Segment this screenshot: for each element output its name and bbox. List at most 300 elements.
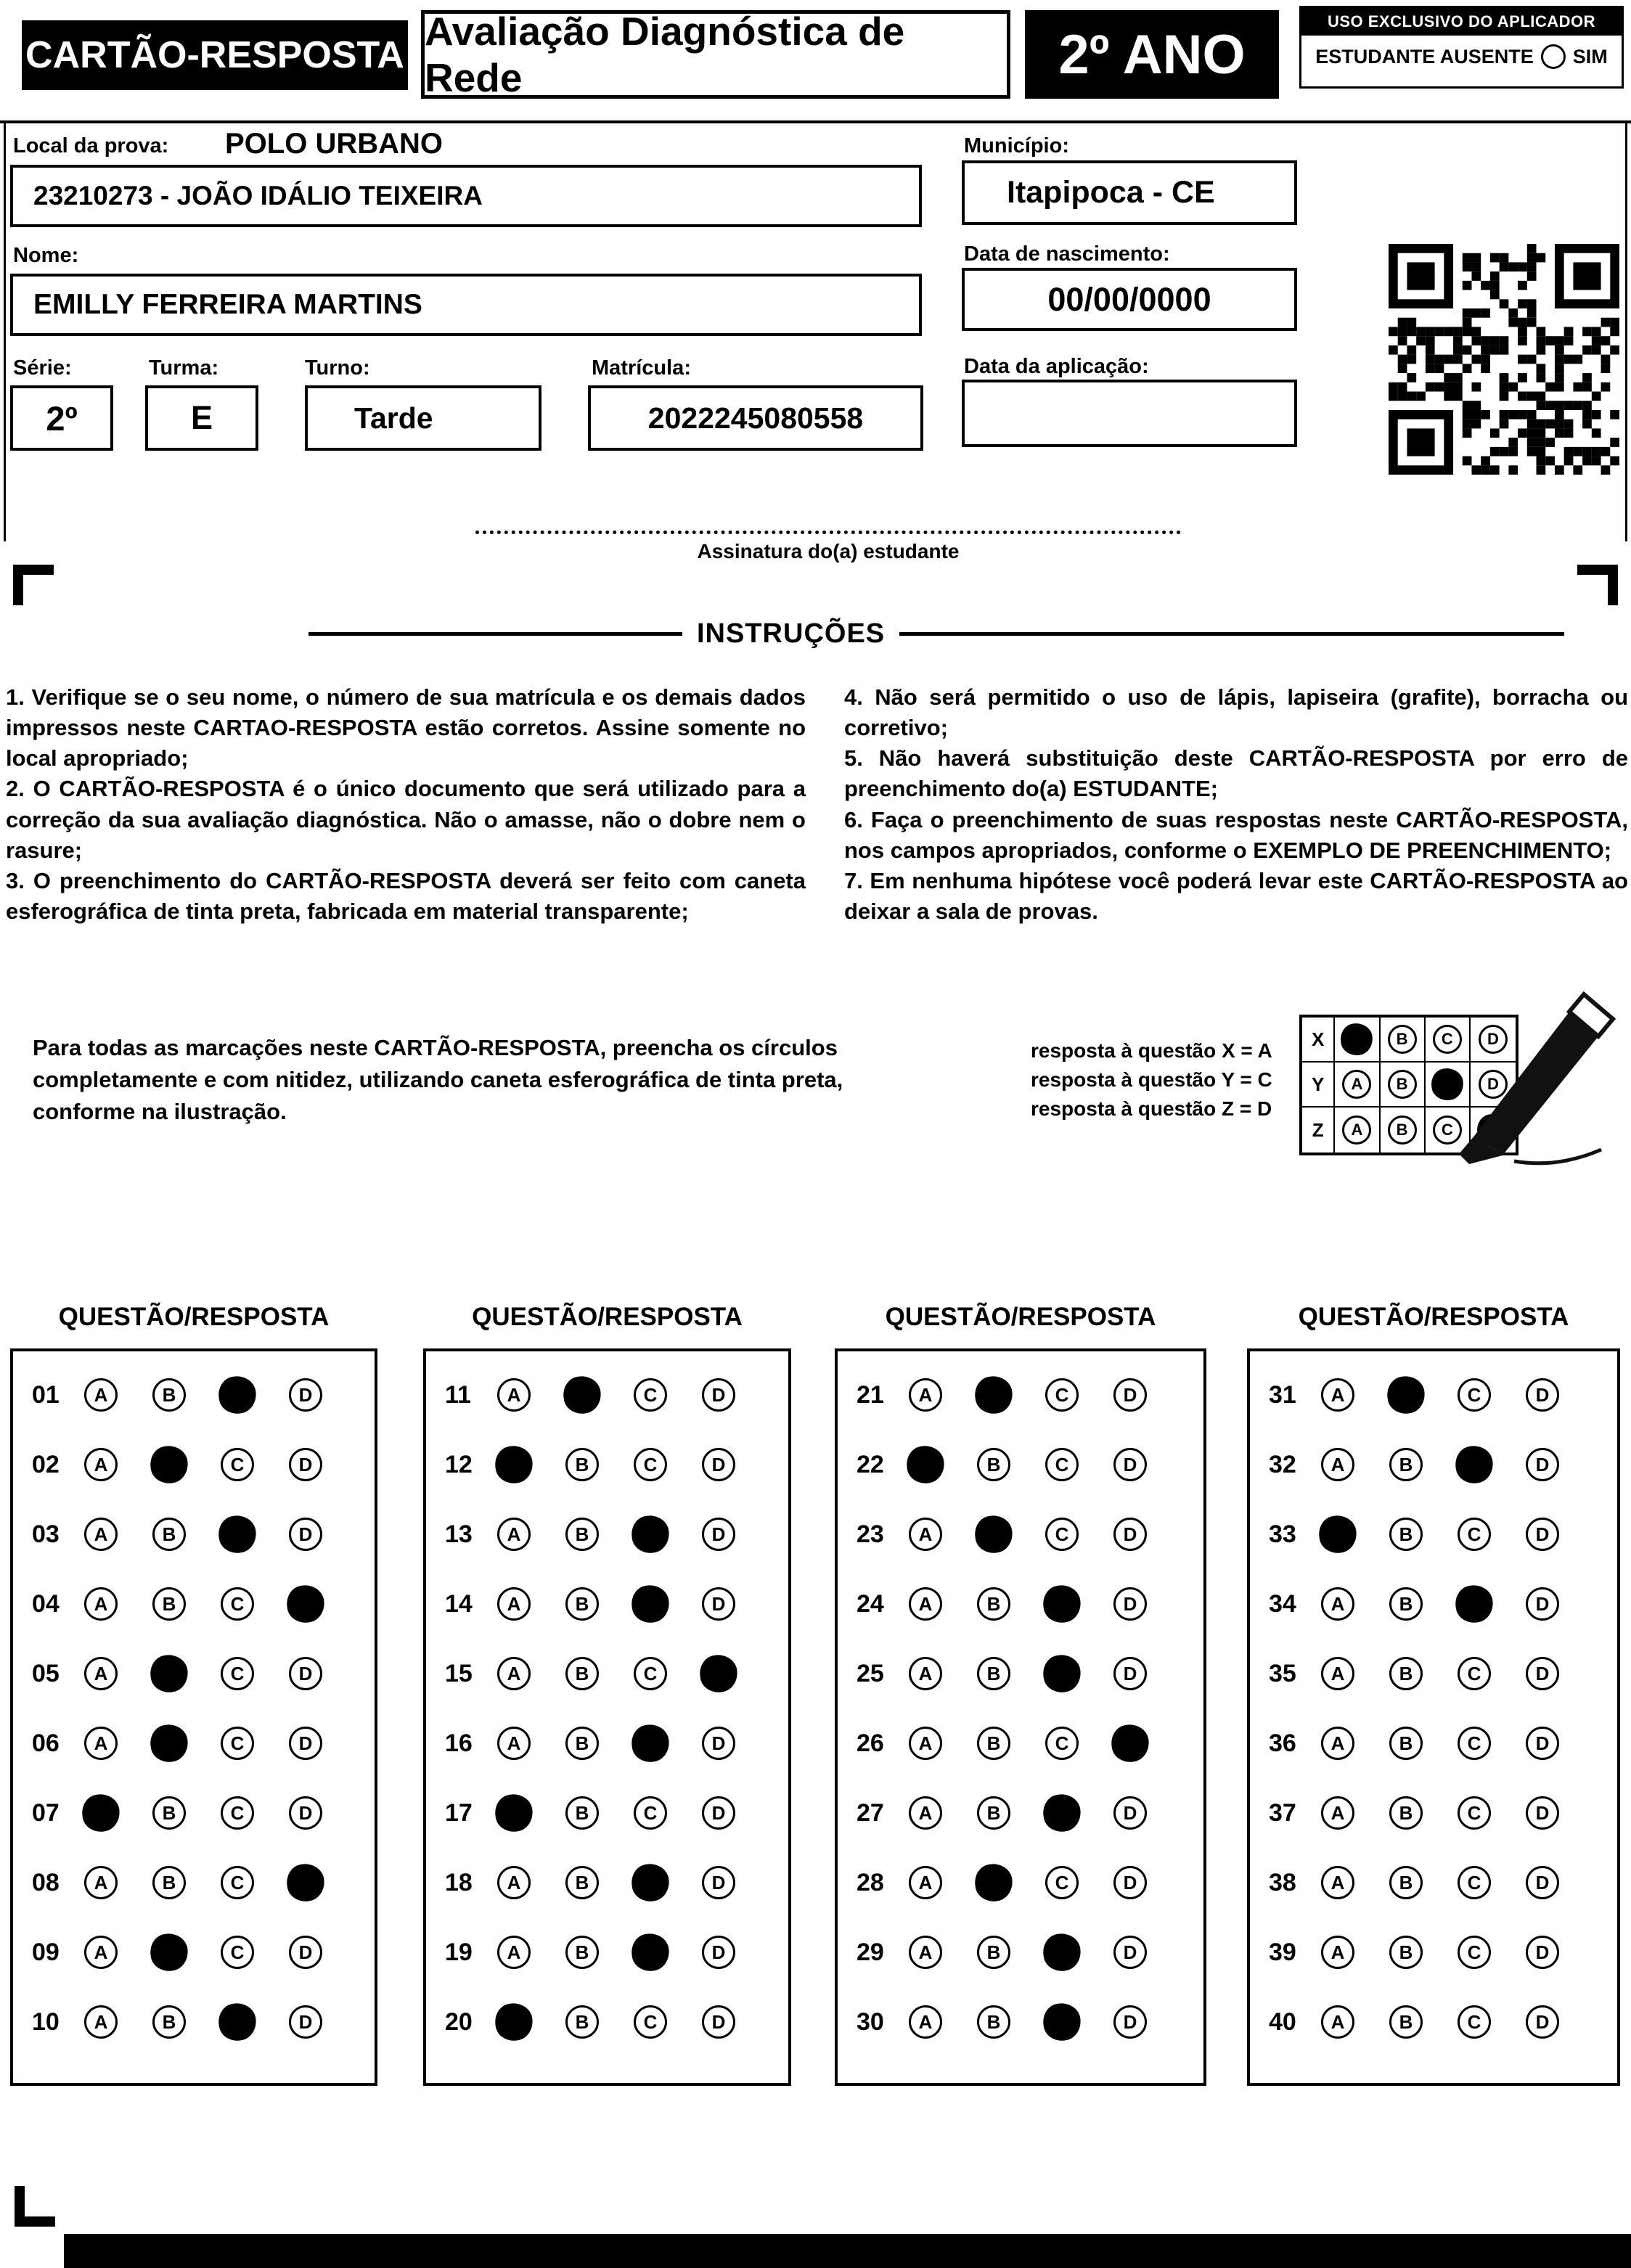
answer-bubble-30-D[interactable]: D: [1113, 2005, 1147, 2039]
local-label: Local da prova:: [13, 134, 169, 157]
answer-bubble-07-D[interactable]: D: [289, 1796, 322, 1830]
question-number: 22: [857, 1450, 884, 1478]
question-number: 16: [445, 1729, 473, 1757]
answer-box: [835, 1348, 1206, 2086]
registration-mark-bottom-left: [15, 2186, 55, 2227]
answer-bubble-22-A[interactable]: [904, 1444, 947, 1486]
question-number: 08: [32, 1868, 60, 1896]
answer-bubble-26-B[interactable]: B: [977, 1727, 1010, 1760]
question-number: 24: [857, 1589, 884, 1618]
signature-label: Assinatura do(a) estudante: [697, 540, 960, 562]
question-row: [838, 1499, 1203, 1569]
question-number: 21: [857, 1380, 884, 1409]
question-number: 05: [32, 1659, 60, 1687]
question-number: 01: [32, 1380, 60, 1409]
question-number: 37: [1269, 1798, 1296, 1827]
example-bubble-Z-B: B: [1388, 1115, 1417, 1145]
answer-bubble-34-C[interactable]: [1453, 1583, 1495, 1625]
answer-bubble-32-C[interactable]: [1453, 1444, 1495, 1486]
instruction-item: 1. Verifique se o seu nome, o número de sua matrícula e os demais dados impressos neste CARTAO-RESPOSTA estão corretos. Assine somente no local apropriado;: [6, 684, 806, 771]
answer-bubble-37-A[interactable]: A: [1321, 1796, 1354, 1830]
question-row: [426, 1569, 788, 1639]
answer-bubble-17-B[interactable]: B: [565, 1796, 599, 1830]
answer-bubble-30-C[interactable]: [1041, 2001, 1083, 2043]
answer-bubble-25-C[interactable]: [1041, 1653, 1083, 1695]
answer-bubble-35-D[interactable]: D: [1526, 1657, 1559, 1690]
answer-bubble-01-A[interactable]: A: [84, 1378, 118, 1412]
answer-bubble-04-D[interactable]: [285, 1583, 327, 1625]
nascimento-label: Data de nascimento:: [964, 242, 1170, 266]
answer-bubble-20-C[interactable]: C: [634, 2005, 667, 2039]
answer-bubble-24-A[interactable]: A: [909, 1587, 942, 1621]
answer-bubble-39-A[interactable]: A: [1321, 1936, 1354, 1969]
question-number: 26: [857, 1729, 884, 1757]
question-number: 28: [857, 1868, 884, 1896]
answer-bubble-17-A[interactable]: [493, 1792, 535, 1834]
question-row: [838, 1639, 1203, 1708]
right-edge-line: [1625, 120, 1627, 541]
answer-bubble-15-B[interactable]: B: [565, 1657, 599, 1690]
answer-bubble-19-C[interactable]: [629, 1931, 671, 1973]
answer-bubble-10-B[interactable]: B: [152, 2005, 186, 2039]
answer-bubble-33-C[interactable]: C: [1458, 1518, 1491, 1551]
answer-bubble-18-C[interactable]: [629, 1862, 671, 1904]
header-divider: [0, 120, 1631, 123]
answer-bubble-10-C[interactable]: [216, 2001, 258, 2043]
question-row: [13, 1708, 375, 1778]
answer-bubble-20-D[interactable]: D: [702, 2005, 735, 2039]
answer-header-1: QUESTÃO/RESPOSTA: [58, 1303, 330, 1331]
example-bubble-X-C: C: [1433, 1025, 1462, 1054]
exam-title: Avaliação Diagnóstica de Rede: [421, 10, 1010, 99]
answer-bubble-33-D[interactable]: D: [1526, 1518, 1559, 1551]
question-number: 25: [857, 1659, 884, 1687]
question-row: [1250, 1499, 1617, 1569]
question-row: [426, 1987, 788, 2057]
answer-bubble-11-C[interactable]: C: [634, 1378, 667, 1412]
question-row: [1250, 1430, 1617, 1499]
answer-bubble-20-B[interactable]: B: [565, 2005, 599, 2039]
applicator-box: [1299, 6, 1624, 89]
question-row: [426, 1430, 788, 1499]
answer-bubble-04-C[interactable]: C: [221, 1587, 254, 1621]
question-row: [838, 1708, 1203, 1778]
instructions-left: [6, 682, 806, 927]
question-row: [426, 1708, 788, 1778]
answer-bubble-23-A[interactable]: A: [909, 1518, 942, 1551]
question-number: 39: [1269, 1938, 1296, 1966]
question-row: [1250, 1708, 1617, 1778]
question-row: [838, 1569, 1203, 1639]
answer-bubble-32-B[interactable]: B: [1389, 1448, 1423, 1481]
answer-bubble-15-C[interactable]: C: [634, 1657, 667, 1690]
answer-bubble-27-C[interactable]: [1041, 1792, 1083, 1834]
example-grid-cell: [1335, 1063, 1380, 1106]
answer-bubble-01-C[interactable]: [216, 1374, 258, 1416]
answer-bubble-19-A[interactable]: A: [497, 1936, 531, 1969]
question-number: 18: [445, 1868, 473, 1896]
example-bubble-X-B: B: [1388, 1025, 1417, 1054]
answer-bubble-17-C[interactable]: C: [634, 1796, 667, 1830]
qr-code: [1385, 244, 1623, 475]
question-number: 33: [1269, 1520, 1296, 1548]
question-row: [13, 1569, 375, 1639]
answer-bubble-34-D[interactable]: D: [1526, 1587, 1559, 1621]
answer-bubble-27-B[interactable]: B: [977, 1796, 1010, 1830]
answer-bubble-39-D[interactable]: D: [1526, 1936, 1559, 1969]
answer-box: [10, 1348, 377, 2086]
question-row: [426, 1639, 788, 1708]
answer-bubble-03-D[interactable]: D: [289, 1518, 322, 1551]
question-number: 27: [857, 1798, 884, 1827]
question-row: [1250, 1848, 1617, 1917]
answer-bubble-35-C[interactable]: C: [1458, 1657, 1491, 1690]
answer-header-3: QUESTÃO/RESPOSTA: [885, 1303, 1156, 1331]
instruction-item: 6. Faça o preenchimento de suas respostas neste CARTÃO-RESPOSTA, nos campos apropriados, conforme o EXEMPLO DE PREENCHIMENTO;: [844, 806, 1628, 863]
answer-bubble-24-C[interactable]: [1041, 1583, 1083, 1625]
answer-bubble-34-A[interactable]: A: [1321, 1587, 1354, 1621]
question-row: [426, 1848, 788, 1917]
nome-field: EMILLY FERREIRA MARTINS: [10, 274, 922, 336]
answer-bubble-15-A[interactable]: A: [497, 1657, 531, 1690]
question-number: 03: [32, 1520, 60, 1548]
registration-mark-top-right: [1577, 565, 1618, 605]
answer-bubble-18-A[interactable]: A: [497, 1866, 531, 1899]
question-number: 09: [32, 1938, 60, 1966]
instructions-rule-right: [899, 632, 1564, 636]
answer-bubble-37-D[interactable]: D: [1526, 1796, 1559, 1830]
answer-bubble-30-B[interactable]: B: [977, 2005, 1010, 2039]
question-number: 23: [857, 1520, 884, 1548]
answer-bubble-14-B[interactable]: B: [565, 1587, 599, 1621]
nome-label: Nome:: [13, 244, 79, 267]
answer-bubble-12-C[interactable]: C: [634, 1448, 667, 1481]
question-row: [1250, 1360, 1617, 1430]
answer-bubble-22-B[interactable]: B: [977, 1448, 1010, 1481]
answer-bubble-35-B[interactable]: B: [1389, 1657, 1423, 1690]
answer-bubble-32-A[interactable]: A: [1321, 1448, 1354, 1481]
answer-bubble-18-B[interactable]: B: [565, 1866, 599, 1899]
absent-mark-circle[interactable]: [1541, 44, 1566, 69]
answer-bubble-36-B[interactable]: B: [1389, 1727, 1423, 1760]
aplicacao-label: Data da aplicação:: [964, 355, 1149, 378]
answer-bubble-13-C[interactable]: [629, 1513, 671, 1555]
question-row: [426, 1360, 788, 1430]
example-row-label: Y: [1302, 1063, 1335, 1106]
bottom-bar: [64, 2234, 1631, 2268]
answer-bubble-21-C[interactable]: C: [1045, 1378, 1079, 1412]
answer-bubble-11-B[interactable]: [561, 1374, 603, 1416]
answer-bubble-07-A[interactable]: [80, 1792, 122, 1834]
answer-bubble-22-D[interactable]: D: [1113, 1448, 1147, 1481]
answer-bubble-36-A[interactable]: A: [1321, 1727, 1354, 1760]
answer-bubble-02-B[interactable]: [148, 1444, 190, 1486]
answer-bubble-22-C[interactable]: C: [1045, 1448, 1079, 1481]
applicator-box-title: USO EXCLUSIVO DO APLICADOR: [1301, 8, 1622, 36]
answer-bubble-18-D[interactable]: D: [702, 1866, 735, 1899]
answer-bubble-12-D[interactable]: D: [702, 1448, 735, 1481]
question-number: 15: [445, 1659, 473, 1687]
card-title: CARTÃO-RESPOSTA: [22, 20, 408, 90]
example-bubble-Y-B: B: [1388, 1070, 1417, 1099]
question-number: 07: [32, 1798, 60, 1827]
answer-bubble-26-A[interactable]: A: [909, 1727, 942, 1760]
question-number: 35: [1269, 1659, 1296, 1687]
answer-bubble-33-A[interactable]: [1317, 1513, 1359, 1555]
answer-bubble-39-C[interactable]: C: [1458, 1936, 1491, 1969]
answer-box: [1247, 1348, 1620, 2086]
answer-bubble-29-A[interactable]: A: [909, 1936, 942, 1969]
question-number: 14: [445, 1589, 473, 1618]
answer-bubble-04-B[interactable]: B: [152, 1587, 186, 1621]
answer-bubble-05-C[interactable]: C: [221, 1657, 254, 1690]
answer-bubble-28-D[interactable]: D: [1113, 1866, 1147, 1899]
answer-bubble-05-A[interactable]: A: [84, 1657, 118, 1690]
example-row-label: X: [1302, 1018, 1335, 1061]
question-number: 11: [445, 1380, 471, 1409]
signature-line[interactable]: [475, 531, 1181, 534]
question-number: 13: [445, 1520, 473, 1548]
instructions-rule-left: [308, 632, 682, 636]
answer-bubble-19-D[interactable]: D: [702, 1936, 735, 1969]
answer-bubble-40-D[interactable]: D: [1526, 2005, 1559, 2039]
question-row: [1250, 1987, 1617, 2057]
answer-bubble-13-A[interactable]: A: [497, 1518, 531, 1551]
answer-bubble-07-B[interactable]: B: [152, 1796, 186, 1830]
answer-bubble-08-A[interactable]: A: [84, 1866, 118, 1899]
answer-bubble-02-A[interactable]: A: [84, 1448, 118, 1481]
turma-field: E: [145, 385, 258, 451]
example-bubble-Z-C: C: [1433, 1115, 1462, 1145]
answer-bubble-25-D[interactable]: D: [1113, 1657, 1147, 1690]
question-row: [838, 1430, 1203, 1499]
answer-bubble-03-C[interactable]: [216, 1513, 258, 1555]
question-row: [838, 1848, 1203, 1917]
answer-bubble-23-C[interactable]: C: [1045, 1518, 1079, 1551]
answer-bubble-37-C[interactable]: C: [1458, 1796, 1491, 1830]
example-grid-cell: [1335, 1018, 1380, 1061]
question-row: [838, 1917, 1203, 1987]
example-note-line: resposta à questão Z = D: [1031, 1097, 1272, 1120]
answer-bubble-14-D[interactable]: D: [702, 1587, 735, 1621]
question-number: 17: [445, 1798, 473, 1827]
question-number: 02: [32, 1450, 60, 1478]
answer-bubble-25-B[interactable]: B: [977, 1657, 1010, 1690]
answer-bubble-40-B[interactable]: B: [1389, 2005, 1423, 2039]
answer-bubble-27-A[interactable]: A: [909, 1796, 942, 1830]
answer-bubble-24-B[interactable]: B: [977, 1587, 1010, 1621]
answer-bubble-34-B[interactable]: B: [1389, 1587, 1423, 1621]
answer-bubble-38-C[interactable]: C: [1458, 1866, 1491, 1899]
answer-bubble-12-B[interactable]: B: [565, 1448, 599, 1481]
example-note-line: resposta à questão Y = C: [1031, 1068, 1272, 1091]
municipio-label: Município:: [964, 134, 1069, 157]
answer-bubble-23-B[interactable]: [973, 1513, 1015, 1555]
answer-bubble-21-B[interactable]: [973, 1374, 1015, 1416]
instruction-item: 7. Em nenhuma hipótese você poderá levar este CARTÃO-RESPOSTA ao deixar a sala de provas.: [844, 867, 1628, 925]
question-number: 36: [1269, 1729, 1296, 1757]
example-grid-cell: [1335, 1108, 1380, 1153]
instructions-title: INSTRUÇÕES: [697, 618, 886, 649]
example-row-label: Z: [1302, 1108, 1335, 1153]
answer-bubble-20-A[interactable]: [493, 2001, 535, 2043]
answer-bubble-16-D[interactable]: D: [702, 1727, 735, 1760]
answer-bubble-31-D[interactable]: D: [1526, 1378, 1559, 1412]
question-number: 19: [445, 1938, 473, 1966]
pen-illustration: [1444, 981, 1626, 1166]
answer-bubble-32-D[interactable]: D: [1526, 1448, 1559, 1481]
answer-bubble-31-A[interactable]: A: [1321, 1378, 1354, 1412]
answer-bubble-14-C[interactable]: [629, 1583, 671, 1625]
answer-bubble-14-A[interactable]: A: [497, 1587, 531, 1621]
answer-bubble-33-B[interactable]: B: [1389, 1518, 1423, 1551]
answer-bubble-03-B[interactable]: B: [152, 1518, 186, 1551]
answer-bubble-29-C[interactable]: [1041, 1931, 1083, 1973]
answer-bubble-28-C[interactable]: C: [1045, 1866, 1079, 1899]
registration-mark-top-left: [13, 565, 54, 605]
answer-bubble-08-C[interactable]: C: [221, 1866, 254, 1899]
answer-bubble-28-B[interactable]: [973, 1862, 1015, 1904]
example-grid-cell: [1381, 1063, 1426, 1106]
question-number: 20: [445, 2007, 473, 2036]
answer-bubble-30-A[interactable]: A: [909, 2005, 942, 2039]
answer-bubble-26-D[interactable]: [1109, 1722, 1151, 1764]
answer-bubble-16-A[interactable]: A: [497, 1727, 531, 1760]
answer-bubble-27-D[interactable]: D: [1113, 1796, 1147, 1830]
question-number: 30: [857, 2007, 884, 2036]
answer-bubble-16-B[interactable]: B: [565, 1727, 599, 1760]
answer-bubble-13-D[interactable]: D: [702, 1518, 735, 1551]
question-number: 06: [32, 1729, 60, 1757]
question-row: [1250, 1917, 1617, 1987]
answer-bubble-04-A[interactable]: A: [84, 1587, 118, 1621]
question-row: [13, 1360, 375, 1430]
absent-option-label: SIM: [1572, 45, 1608, 67]
matricula-field: 2022245080558: [588, 385, 923, 451]
answer-bubble-29-B[interactable]: B: [977, 1936, 1010, 1969]
answer-bubble-29-D[interactable]: D: [1113, 1936, 1147, 1969]
question-row: [13, 1987, 375, 2057]
question-row: [1250, 1639, 1617, 1708]
answer-bubble-38-B[interactable]: B: [1389, 1866, 1423, 1899]
answer-bubble-12-A[interactable]: [493, 1444, 535, 1486]
answer-bubble-05-B[interactable]: [148, 1653, 190, 1695]
serie-label: Série:: [13, 356, 72, 380]
instructions-header: [308, 618, 1564, 650]
answer-bubble-06-C[interactable]: C: [221, 1727, 254, 1760]
answer-bubble-10-A[interactable]: A: [84, 2005, 118, 2039]
local-value: POLO URBANO: [225, 128, 443, 160]
question-number: 38: [1269, 1868, 1296, 1896]
answer-bubble-07-C[interactable]: C: [221, 1796, 254, 1830]
answer-bubble-37-B[interactable]: B: [1389, 1796, 1423, 1830]
answer-bubble-09-A[interactable]: A: [84, 1936, 118, 1969]
question-row: [838, 1987, 1203, 2057]
question-row: [426, 1778, 788, 1848]
answer-bubble-06-D[interactable]: D: [289, 1727, 322, 1760]
answer-bubble-24-D[interactable]: D: [1113, 1587, 1147, 1621]
instructions-right: [844, 682, 1628, 927]
instruction-item: 2. O CARTÃO-RESPOSTA é o único documento que será utilizado para a correção da sua avaliação diagnóstica. Não o amasse, não o dobre nem o rasure;: [6, 776, 806, 863]
answer-bubble-39-B[interactable]: B: [1389, 1936, 1423, 1969]
answer-bubble-01-D[interactable]: D: [289, 1378, 322, 1412]
answer-bubble-36-D[interactable]: D: [1526, 1727, 1559, 1760]
question-row: [426, 1499, 788, 1569]
question-row: [13, 1639, 375, 1708]
answer-bubble-36-C[interactable]: C: [1458, 1727, 1491, 1760]
example-bubble-Z-A: A: [1342, 1115, 1371, 1145]
answer-bubble-21-D[interactable]: D: [1113, 1378, 1147, 1412]
aplicacao-field: [962, 380, 1297, 447]
answer-bubble-25-A[interactable]: A: [909, 1657, 942, 1690]
instruction-item: 5. Não haverá substituição deste CARTÃO-RESPOSTA por erro de preenchimento do(a) ESTUDANTE;: [844, 745, 1628, 802]
answer-bubble-31-B[interactable]: [1385, 1374, 1427, 1416]
answer-bubble-38-D[interactable]: D: [1526, 1866, 1559, 1899]
question-row: [1250, 1569, 1617, 1639]
answer-bubble-11-D[interactable]: D: [702, 1378, 735, 1412]
left-edge-line: [4, 120, 6, 541]
answer-bubble-17-D[interactable]: D: [702, 1796, 735, 1830]
answer-bubble-06-B[interactable]: [148, 1722, 190, 1764]
example-grid-cell: [1381, 1108, 1426, 1153]
question-row: [426, 1917, 788, 1987]
question-row: [838, 1778, 1203, 1848]
answer-bubble-15-D[interactable]: [698, 1653, 740, 1695]
answer-bubble-02-D[interactable]: D: [289, 1448, 322, 1481]
example-bubble-Y-A: A: [1342, 1070, 1371, 1099]
answer-bubble-01-B[interactable]: B: [152, 1378, 186, 1412]
answer-bubble-21-A[interactable]: A: [909, 1378, 942, 1412]
answer-bubble-13-B[interactable]: B: [565, 1518, 599, 1551]
answer-bubble-10-D[interactable]: D: [289, 2005, 322, 2039]
answer-bubble-06-A[interactable]: A: [84, 1727, 118, 1760]
answer-bubble-31-C[interactable]: C: [1458, 1378, 1491, 1412]
answer-bubble-09-B[interactable]: [148, 1931, 190, 1973]
question-number: 40: [1269, 2007, 1296, 2036]
absent-label: ESTUDANTE AUSENTE: [1315, 45, 1534, 67]
answer-bubble-40-A[interactable]: A: [1321, 2005, 1354, 2039]
instruction-item: 4. Não será permitido o uso de lápis, lapiseira (grafite), borracha ou corretivo;: [844, 684, 1628, 741]
answer-bubble-16-C[interactable]: [629, 1722, 671, 1764]
grade-badge: 2º ANO: [1025, 10, 1279, 99]
answer-bubble-35-A[interactable]: A: [1321, 1657, 1354, 1690]
answer-bubble-11-A[interactable]: A: [497, 1378, 531, 1412]
instruction-item: 3. O preenchimento do CARTÃO-RESPOSTA deverá ser feito com caneta esferográfica de tinta preta, fabricada em material transparente;: [6, 867, 806, 925]
answer-bubble-38-A[interactable]: A: [1321, 1866, 1354, 1899]
school-field: 23210273 - JOÃO IDÁLIO TEIXEIRA: [10, 165, 922, 227]
answer-bubble-40-C[interactable]: C: [1458, 2005, 1491, 2039]
answer-bubble-02-C[interactable]: C: [221, 1448, 254, 1481]
answer-bubble-19-B[interactable]: B: [565, 1936, 599, 1969]
answer-bubble-26-C[interactable]: C: [1045, 1727, 1079, 1760]
example-text: Para todas as marcações neste CARTÃO-RESPOSTA, preencha os círculos completamente e com nitidez, utilizando caneta esferográfica de tinta preta, conforme na ilustração.: [33, 1035, 843, 1125]
answer-bubble-28-A[interactable]: A: [909, 1866, 942, 1899]
question-row: [838, 1360, 1203, 1430]
answer-bubble-09-D[interactable]: D: [289, 1936, 322, 1969]
answer-bubble-09-C[interactable]: C: [221, 1936, 254, 1969]
question-row: [13, 1430, 375, 1499]
question-row: [13, 1499, 375, 1569]
turno-field: Tarde: [305, 385, 541, 451]
answer-bubble-05-D[interactable]: D: [289, 1657, 322, 1690]
example-note-line: resposta à questão X = A: [1031, 1039, 1272, 1062]
answer-bubble-03-A[interactable]: A: [84, 1518, 118, 1551]
example-bubble-Y-D: D: [1479, 1070, 1508, 1099]
question-row: [13, 1917, 375, 1987]
answer-bubble-08-D[interactable]: [285, 1862, 327, 1904]
answer-bubble-23-D[interactable]: D: [1113, 1518, 1147, 1551]
answer-bubble-08-B[interactable]: B: [152, 1866, 186, 1899]
